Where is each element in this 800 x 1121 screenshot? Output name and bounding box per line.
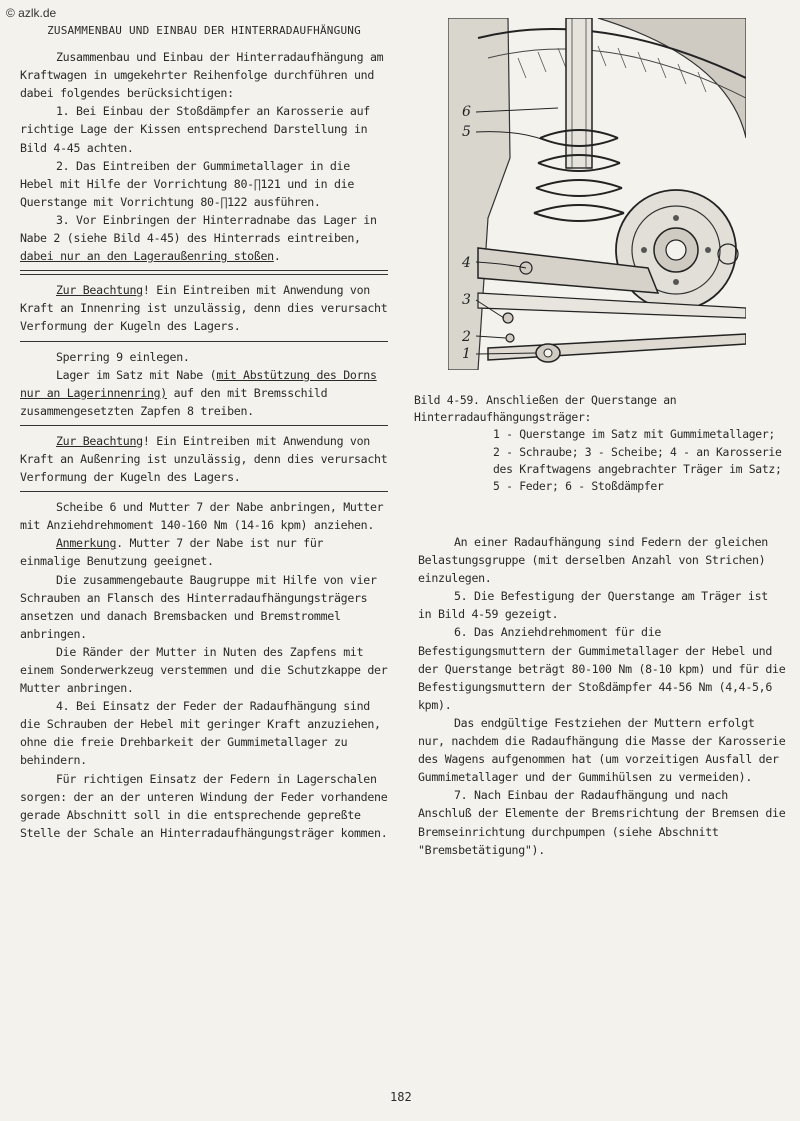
paragraph: Die zusammengebaute Baugruppe mit Hilfe von vier Schrauben an Flansch des Hinterradaufhängungsträgers ansetzen und danach Bremsbacken und Bremstrommel anbringen. — [20, 572, 377, 641]
note-text: ! Ein Eintreiben mit Anwendung von Kraft an Außenring ist unzulässig, denn dies verursacht Verformung der Kugeln des Lagers. — [20, 433, 388, 485]
note-text: ! Ein Eintreiben mit Anwendung von Kraft an Innenring ist unzulässig, denn dies verursacht Verformung der Kugeln des Lagers. — [20, 283, 388, 334]
remark-text: . Mutter 7 der Nabe ist nur für einmalige Benutzung geeignet. — [20, 536, 324, 569]
right-column — [418, 533, 786, 859]
note-label: Zur Beachtung — [56, 433, 143, 448]
caption-heading: Bild 4-59. Anschließen der Querstange an Hinterradaufhängungsträger: — [414, 393, 677, 425]
paragraph: 4. Bei Einsatz der Feder der Radaufhängung sind die Schrauben der Hebel mit geringer Kraft anzuziehen, ohne die freie Drehbarkeit der Gummimetallager zu behindern. — [20, 699, 381, 768]
callout-1: 1 — [462, 346, 471, 362]
page-number: 182 — [390, 1090, 412, 1104]
paragraph: Für richtigen Einsatz der Federn in Lagerschalen sorgen: der an der unteren Windung der Feder vorhandene gerade Abschnitt soll in die entsprechende gepreßte Stelle der Schale an Hinterradaufhängungsträger kommen. — [20, 771, 388, 840]
text-run: . — [273, 249, 281, 264]
figure-caption — [414, 392, 786, 495]
underlined-text: dabei nur an den Lageraußenring stoßen — [20, 249, 274, 264]
paragraph — [20, 211, 388, 265]
divider — [20, 270, 388, 271]
divider — [20, 491, 388, 492]
paragraph: 2. Das Eintreiben der Gummimetallager in die Hebel mit Hilfe der Vorrichtung 80-∏121 und in die Querstange mit Vorrichtung 80-∏122 ausführen. — [20, 158, 355, 209]
paragraph: 1. Bei Einbau der Stoßdämpfer an Karosserie auf richtige Lage der Kissen entsprechend Darstellung in Bild 4-45 achten. — [20, 104, 370, 155]
paragraph: Die Ränder der Mutter in Nuten des Zapfens mit einem Sonderwerkzeug verstemmen und die Schutzkappe der Mutter anbringen. — [20, 644, 388, 696]
paragraph: 6. Das Anziehdrehmoment für die Befestigungsmuttern der Gummimetallager der Hebel und der Querstange beträgt 80-100 Nm (8-10 kpm) und für die Befestigungsmuttern der Stoßdämpfer 44-56 Nm (4,4-5,6 kpm). — [418, 625, 786, 712]
note-paragraph — [20, 281, 388, 335]
left-column — [20, 22, 388, 842]
paragraph: Zusammenbau und Einbau der Hinterradaufhängung am Kraftwagen in umgekehrter Reihenfolge durchführen und dabei folgendes berücksichtigen: — [20, 50, 384, 101]
text-run: auf den mit Bremsschild zusammengesetzten Zapfen 8 treiben. — [20, 385, 328, 418]
paragraph — [20, 534, 388, 570]
note-paragraph — [20, 432, 388, 486]
caption-legend: 1 - Querstange im Satz mit Gummimetallager; 2 - Schraube; 3 - Scheibe; 4 - an Karosserie des Kraftwagens angebrachter Träger im Satz; 5 - Feder; 6 - Stoßdämpfer — [493, 427, 782, 494]
section-title: ZUSAMMENBAU UND EINBAU DER HINTERRADAUFHÄNGUNG — [47, 24, 361, 37]
paragraph: An einer Radaufhängung sind Federn der gleichen Belastungsgruppe (mit derselben Anzahl von Strichen) einzulegen. — [418, 535, 768, 586]
text-run: 3. Vor Einbringen der Hinterradnabe das Lager in Nabe 2 (siehe Bild 4-45) des Hinterrads eintreiben, — [20, 212, 377, 246]
divider — [20, 341, 388, 342]
callout-6: 6 — [462, 104, 471, 120]
remark-label: Anmerkung — [56, 536, 117, 551]
text-run: Lager im Satz mit Nabe ( — [56, 367, 217, 382]
paragraph: Sperring 9 einlegen. — [56, 349, 190, 364]
underlined-text: mit Abstützung des Dorns nur an Lagerinnenring) — [20, 367, 377, 400]
note-label: Zur Beachtung — [56, 283, 143, 298]
paragraph: Das endgültige Festziehen der Muttern erfolgt nur, nachdem die Radaufhängung die Masse der Karosserie des Wagens aufgenommen hat (um vorzeitigen Ausfall der Gummimetallager und der Gummihülsen zu vermeiden). — [418, 715, 786, 785]
divider — [20, 274, 388, 275]
paragraph — [20, 366, 388, 420]
callout-4: 4 — [462, 255, 471, 271]
callout-3: 3 — [462, 292, 471, 308]
suspension-illustration — [448, 18, 746, 370]
divider — [20, 425, 388, 426]
callout-2: 2 — [462, 329, 471, 345]
watermark: © azlk.de — [6, 6, 57, 20]
paragraph: Scheibe 6 und Mutter 7 der Nabe anbringen, Mutter mit Anziehdrehmoment 140-160 Nm (14-16 kpm) anziehen. — [20, 500, 384, 533]
paragraph: 5. Die Befestigung der Querstange am Träger ist in Bild 4-59 gezeigt. — [418, 589, 768, 622]
callout-5: 5 — [462, 124, 471, 140]
suspension-drawing — [448, 18, 746, 370]
paragraph: 7. Nach Einbau der Radaufhängung und nach Anschluß der Elemente der Bremsrichtung der Bremsen die Bremseinrichtung durchpumpen (siehe Abschnitt "Bremsbetätigung"). — [418, 788, 786, 857]
